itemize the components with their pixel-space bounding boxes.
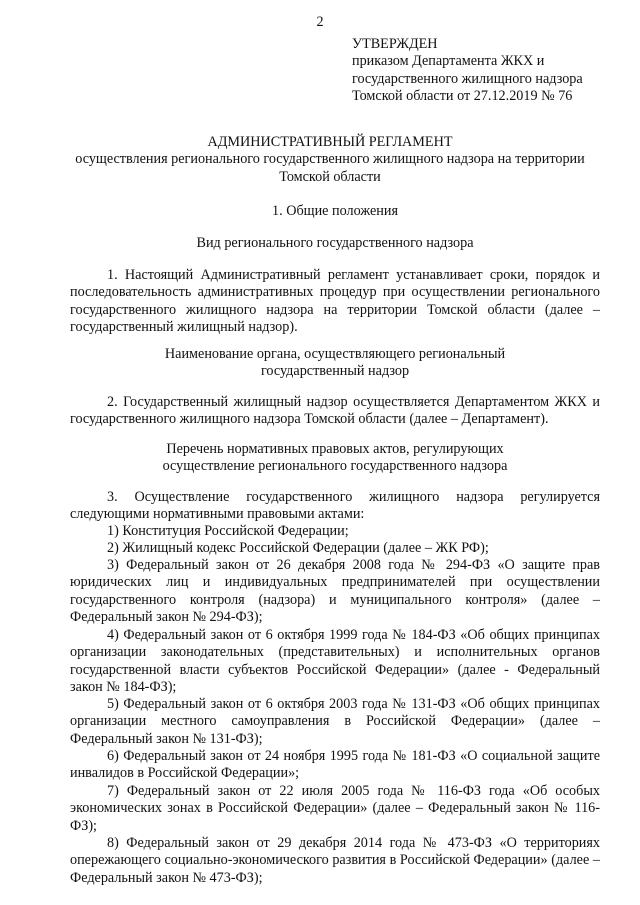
- approval-stamp: [352, 36, 632, 106]
- list-item-3: 3) Федеральный закон от 26 декабря 2008 года № 294-ФЗ «О защите прав юридических лиц и индивидуальных предпринимателей при осуществлении государственного контроля (надзора) и муниципального контроля» (далее – Федеральный закон № 294-ФЗ);: [70, 557, 600, 626]
- approval-heading: УТВЕРЖДЕН: [352, 36, 438, 52]
- paragraph-1: 1. Настоящий Административный регламент устанавливает сроки, порядок и последовательность административных процедур при осуществлении регионального государственного жилищного надзора на территории Томской области (далее – государственный жилищный надзор).: [70, 267, 600, 336]
- list-item-4: 4) Федеральный закон от 6 октября 1999 года № 184-ФЗ «Об общих принципах организации законодательных (представительных) и исполнительных органов государственной власти субъектов Российской Федерации» (далее - Федеральный закон № 184-ФЗ);: [70, 627, 600, 696]
- page-number: 2: [316, 14, 324, 30]
- list-item-8: 8) Федеральный закон от 29 декабря 2014 года № 473-ФЗ «О территориях опережающего социально-экономического развития в Российской Федерации» (далее – Федеральный закон № 473-ФЗ);: [70, 835, 600, 886]
- section-heading-acts: [70, 441, 600, 476]
- title-main: АДМИНИСТРАТИВНЫЙ РЕГЛАМЕНТ: [207, 134, 453, 150]
- approval-line: приказом Департамента ЖКХ и: [352, 53, 545, 70]
- approval-line: Томской области от 27.12.2019 № 76: [352, 88, 573, 105]
- section-heading-general: 1. Общие положения: [272, 203, 398, 219]
- list-item-7: 7) Федеральный закон от 22 июля 2005 года № 116-ФЗ года «Об особых экономических зонах в Российской Федерации» (далее – Федеральный закон № 116-ФЗ);: [70, 783, 600, 834]
- section-heading-line: осуществление регионального государственного надзора: [162, 458, 508, 475]
- section-heading-line: Перечень нормативных правовых актов, регулирующих: [166, 441, 504, 457]
- title-subtitle: осуществления регионального государственного жилищного надзора на территории: [75, 151, 585, 168]
- section-heading-line: государственный надзор: [260, 363, 410, 380]
- title-subtitle: Томской области: [279, 168, 381, 185]
- section-heading-org: [70, 346, 600, 381]
- list-item-1: 1) Конституция Российской Федерации;: [107, 523, 349, 539]
- approval-line: государственного жилищного надзора: [352, 70, 583, 87]
- section-heading-line: Наименование органа, осуществляющего региональный: [164, 346, 506, 362]
- section-heading-kind: Вид регионального государственного надзора: [196, 235, 474, 251]
- document-title: [60, 134, 600, 186]
- paragraph-3: 3. Осуществление государственного жилищного надзора регулируется следующими нормативными правовыми актами:: [70, 489, 600, 523]
- paragraph-2: 2. Государственный жилищный надзор осуществляется Департаментом ЖКХ и государственного жилищного надзора Томской области (далее – Департамент).: [70, 394, 600, 428]
- list-item-5: 5) Федеральный закон от 6 октября 2003 года № 131-ФЗ «Об общих принципах организации местного самоуправления в Российской Федерации» (далее – Федеральный закон № 131-ФЗ);: [70, 696, 600, 747]
- list-item-2: 2) Жилищный кодекс Российской Федерации (далее – ЖК РФ);: [107, 540, 489, 556]
- list-item-6: 6) Федеральный закон от 24 ноября 1995 года № 181-ФЗ «О социальной защите инвалидов в Российской Федерации»;: [70, 748, 600, 782]
